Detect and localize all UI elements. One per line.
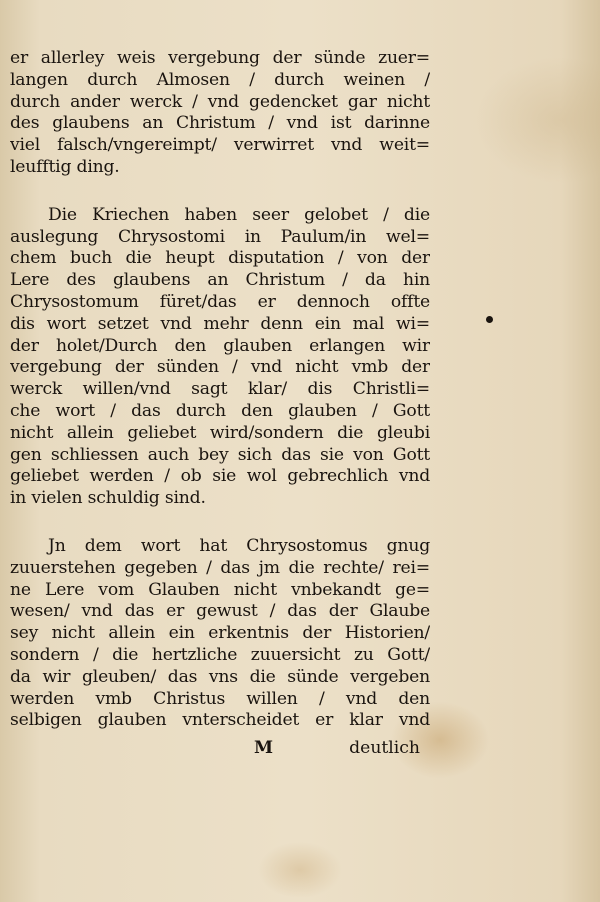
paragraph-1	[10, 48, 430, 179]
text-line: ne Lere vom Glauben nicht vnbekandt ge=	[10, 579, 430, 600]
text-line: nicht allein geliebet wird/sondern die gleubi	[10, 422, 430, 443]
text-line: werden vmb Christus willen / vnd den	[10, 688, 430, 709]
text-line: selbigen glauben vnterscheidet er klar vnd	[10, 710, 430, 731]
page-footer	[10, 737, 420, 759]
text-line: langen durch Almosen / durch weinen /	[10, 69, 430, 90]
text-line: durch ander werck / vnd gedencket gar nicht	[10, 91, 430, 112]
text-line: gen schliessen auch bey sich das sie von Gott	[10, 444, 430, 465]
text-line: sey nicht allein ein erkentnis der Historien/	[10, 623, 430, 644]
text-line: Chrysostomum füret/das er dennoch offte	[10, 291, 430, 312]
text-block	[10, 48, 430, 732]
text-line: Die Kriechen haben seer gelobet / die	[48, 204, 430, 225]
text-line: geliebet werden / ob sie wol gebrechlich vnd	[10, 466, 430, 487]
text-line: wesen/ vnd das er gewust / das der Glaube	[10, 601, 430, 622]
paragraph-2	[10, 205, 430, 510]
text-line: der holet/Durch den glauben erlangen wir	[10, 335, 430, 356]
text-line: in vielen schuldig sind.	[10, 488, 206, 509]
text-line: da wir gleuben/ das vns die sünde vergeben	[10, 666, 430, 687]
text-line: des glaubens an Christum / vnd ist darinne	[10, 113, 430, 134]
text-line: viel falsch/vngereimpt/ verwirret vnd weit=	[10, 135, 430, 156]
paragraph-3	[10, 536, 430, 732]
text-line: vergebung der sünden / vnd nicht vmb der	[10, 357, 430, 378]
signature-mark: M	[254, 738, 274, 758]
text-line: dis wort setzet vnd mehr denn ein mal wi=	[10, 313, 430, 334]
text-line: chem buch die heupt disputation / von der	[10, 248, 430, 269]
text-line: werck willen/vnd sagt klar/ dis Christli=	[10, 379, 430, 400]
text-line: zuuerstehen gegeben / das jm die rechte/ rei=	[10, 557, 430, 578]
text-line: er allerley weis vergebung der sünde zuer=	[10, 48, 430, 68]
text-line: sondern / die hertzliche zuuersicht zu Gott/	[10, 644, 430, 665]
ink-spot	[486, 316, 493, 323]
text-line: che wort / das durch den glauben / Gott	[10, 400, 430, 421]
text-line: leufftig ding.	[10, 156, 120, 177]
text-line: auslegung Chrysostomi in Paulum/in wel=	[10, 226, 430, 247]
text-line: Lere des glaubens an Christum / da hin	[10, 270, 430, 291]
catchword: deutlich	[349, 738, 420, 758]
text-line: Jn dem wort hat Chrysostomus gnug	[48, 535, 430, 556]
